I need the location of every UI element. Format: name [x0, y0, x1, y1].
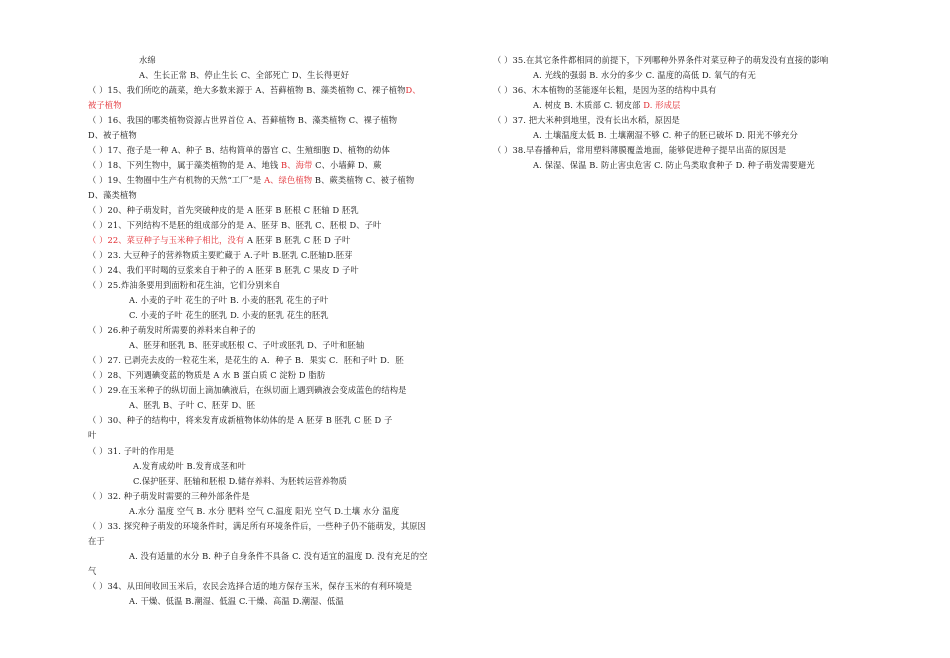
right-column — [475, 0, 950, 658]
text-line-right-6: A. 土壤温度太低 B. 土壤潮湿不够 C. 种子的胚已破坏 D. 阳光不够充分 — [533, 130, 798, 140]
text-line-left-6: D、被子植物 — [88, 130, 137, 140]
text-line-left-19: （ ）26.种子萌发时所需要的养料来自种子的 — [88, 325, 256, 335]
text-line-right-3: （ ）36、木本植物的茎能逐年长粗，是因为茎的结构中具有 — [493, 85, 717, 95]
text-line-left-13: （ ）22、菜豆种子与玉米种子相比，没有 A 胚芽 B 胚乳 C 胚 D 子叶 — [88, 235, 351, 245]
text-line-left-16: （ ）25.炸油条要用到面粉和花生油，它们分别来自 — [88, 280, 281, 290]
text-line-left-10: D、藻类植物 — [88, 190, 137, 200]
text-line-left-28: A.发育成幼叶 B.发育成茎和叶 — [133, 461, 246, 471]
text-line-left-7: （ ）17、孢子是一种 A、种子 B、结构简单的器官 C、生殖细胞 D、植物的幼体 — [88, 145, 390, 155]
text-line-left-1: 水绵 — [139, 55, 156, 65]
text-line-right-4: A. 树皮 B. 木质部 C. 韧皮部 D. 形成层 — [533, 100, 681, 110]
text-line-left-17: A. 小麦的子叶 花生的子叶 B. 小麦的胚乳 花生的子叶 — [129, 295, 329, 305]
text-line-left-9: （ ）19、生物圈中生产有机物的天然“工厂”是 A、绿色植物 B、蕨类植物 C、被子植物 — [88, 175, 415, 185]
text-line-left-14: （ ）23. 大豆种子的营养物质主要贮藏于 A.子叶 B.胚乳 C.胚轴D.胚芽 — [88, 250, 353, 260]
text-line-left-23: （ ）29.在玉米种子的纵切面上滴加碘液后，在纵切面上遇到碘液会变成蓝色的结构是 — [88, 385, 407, 395]
text-line-left-11: （ ）20、种子萌发时，首先突破种皮的是 A 胚芽 B 胚根 C 胚轴 D 胚乳 — [88, 205, 359, 215]
text-line-left-12: （ ）21、下列结构不是胚的组成部分的是 A、胚芽 B、胚乳 C、胚根 D、子叶 — [88, 220, 382, 230]
text-line-left-4: 被子植物 — [88, 100, 122, 110]
text-line-left-34: A. 没有适量的水分 B. 种子自身条件不具备 C. 没有适宜的温度 D. 没有充足的空 — [129, 551, 428, 561]
text-line-left-20: A、胚芽和胚乳 B、胚芽或胚根 C、子叶或胚乳 D、子叶和胚轴 — [129, 340, 365, 350]
text-line-left-29: C.保护胚芽、胚轴和胚根 D.储存养料、为胚转运营养物质 — [133, 476, 347, 486]
text-line-left-26: 叶 — [88, 430, 97, 440]
text-line-left-8: （ ）18、下列生物中，属于藻类植物的是 A、地钱 B、海带 C、小墙藓 D、蕨 — [88, 160, 382, 170]
text-line-left-3: （ ）15、我们所吃的蔬菜，绝大多数来源于 A、苔藓植物 B、藻类植物 C、裸子植物D、 — [88, 85, 421, 95]
text-line-left-32: （ ）33. 探究种子萌发的环境条件时，满足所有环境条件后，一些种子仍不能萌发，其原因 — [88, 521, 427, 531]
text-line-left-37: A. 干燥、低温 B.潮湿、低温 C.干燥、高温 D.潮湿、低温 — [129, 596, 344, 606]
text-line-left-21: （ ）27. 已剥壳去皮的一粒花生米，是花生的 A．种子 B．果实 C．胚和子叶 D．胚 — [88, 355, 404, 365]
text-line-left-15: （ ）24、我们平时喝的豆浆来自于种子的 A 胚芽 B 胚乳 C 果皮 D 子叶 — [88, 265, 359, 275]
text-line-right-8: A. 保湿、保温 B. 防止害虫危害 C. 防止鸟类取食种子 D. 种子萌发需要避光 — [533, 160, 815, 170]
text-line-left-24: A、胚乳 B、子叶 C、胚芽 D、胚 — [129, 400, 256, 410]
text-line-left-33: 在于 — [88, 536, 105, 546]
text-line-left-35: 气 — [88, 566, 97, 576]
text-line-right-5: （ ）37. 把大米种到地里，没有长出水稻，原因是 — [493, 115, 680, 125]
text-line-left-36: （ ）34、从田间收回玉米后，农民会选择合适的地方保存玉米，保存玉米的有利环境是 — [88, 581, 413, 591]
text-line-left-5: （ ）16、我国的哪类植物资源占世界首位 A、苔藓植物 B、藻类植物 C、裸子植物 — [88, 115, 398, 125]
text-line-left-2: A、生长正常 B、停止生长 C、全部死亡 D、生长得更好 — [139, 70, 350, 80]
text-line-right-7: （ ）38.早春播种后，常用塑料薄膜覆盖地面，能够促进种子提早出苗的原因是 — [493, 145, 787, 155]
text-line-left-22: （ ）28、下列遇碘变蓝的物质是 A 水 B 蛋白质 C 淀粉 D 脂肪 — [88, 370, 326, 380]
text-line-left-25: （ ）30、种子的结构中，将来发育成新植物体幼体的是 A 胚芽 B 胚乳 C 胚 D 子 — [88, 415, 393, 425]
text-line-left-31: A.水分 温度 空气 B. 水分 肥料 空气 C.温度 阳光 空气 D.土壤 水分 温度 — [129, 506, 400, 516]
text-line-left-30: （ ）32. 种子萌发时需要的三种外部条件是 — [88, 491, 250, 501]
text-line-right-1: （ ）35.在其它条件都相同的前提下，下列哪种外界条件对菜豆种子的萌发没有直接的影响 — [493, 55, 829, 65]
text-line-left-18: C. 小麦的子叶 花生的胚乳 D. 小麦的胚乳 花生的胚乳 — [129, 310, 329, 320]
text-line-left-27: （ ）31. 子叶的作用是 — [88, 446, 175, 456]
text-line-right-2: A. 光线的强弱 B. 水分的多少 C. 温度的高低 D. 氧气的有无 — [533, 70, 756, 80]
